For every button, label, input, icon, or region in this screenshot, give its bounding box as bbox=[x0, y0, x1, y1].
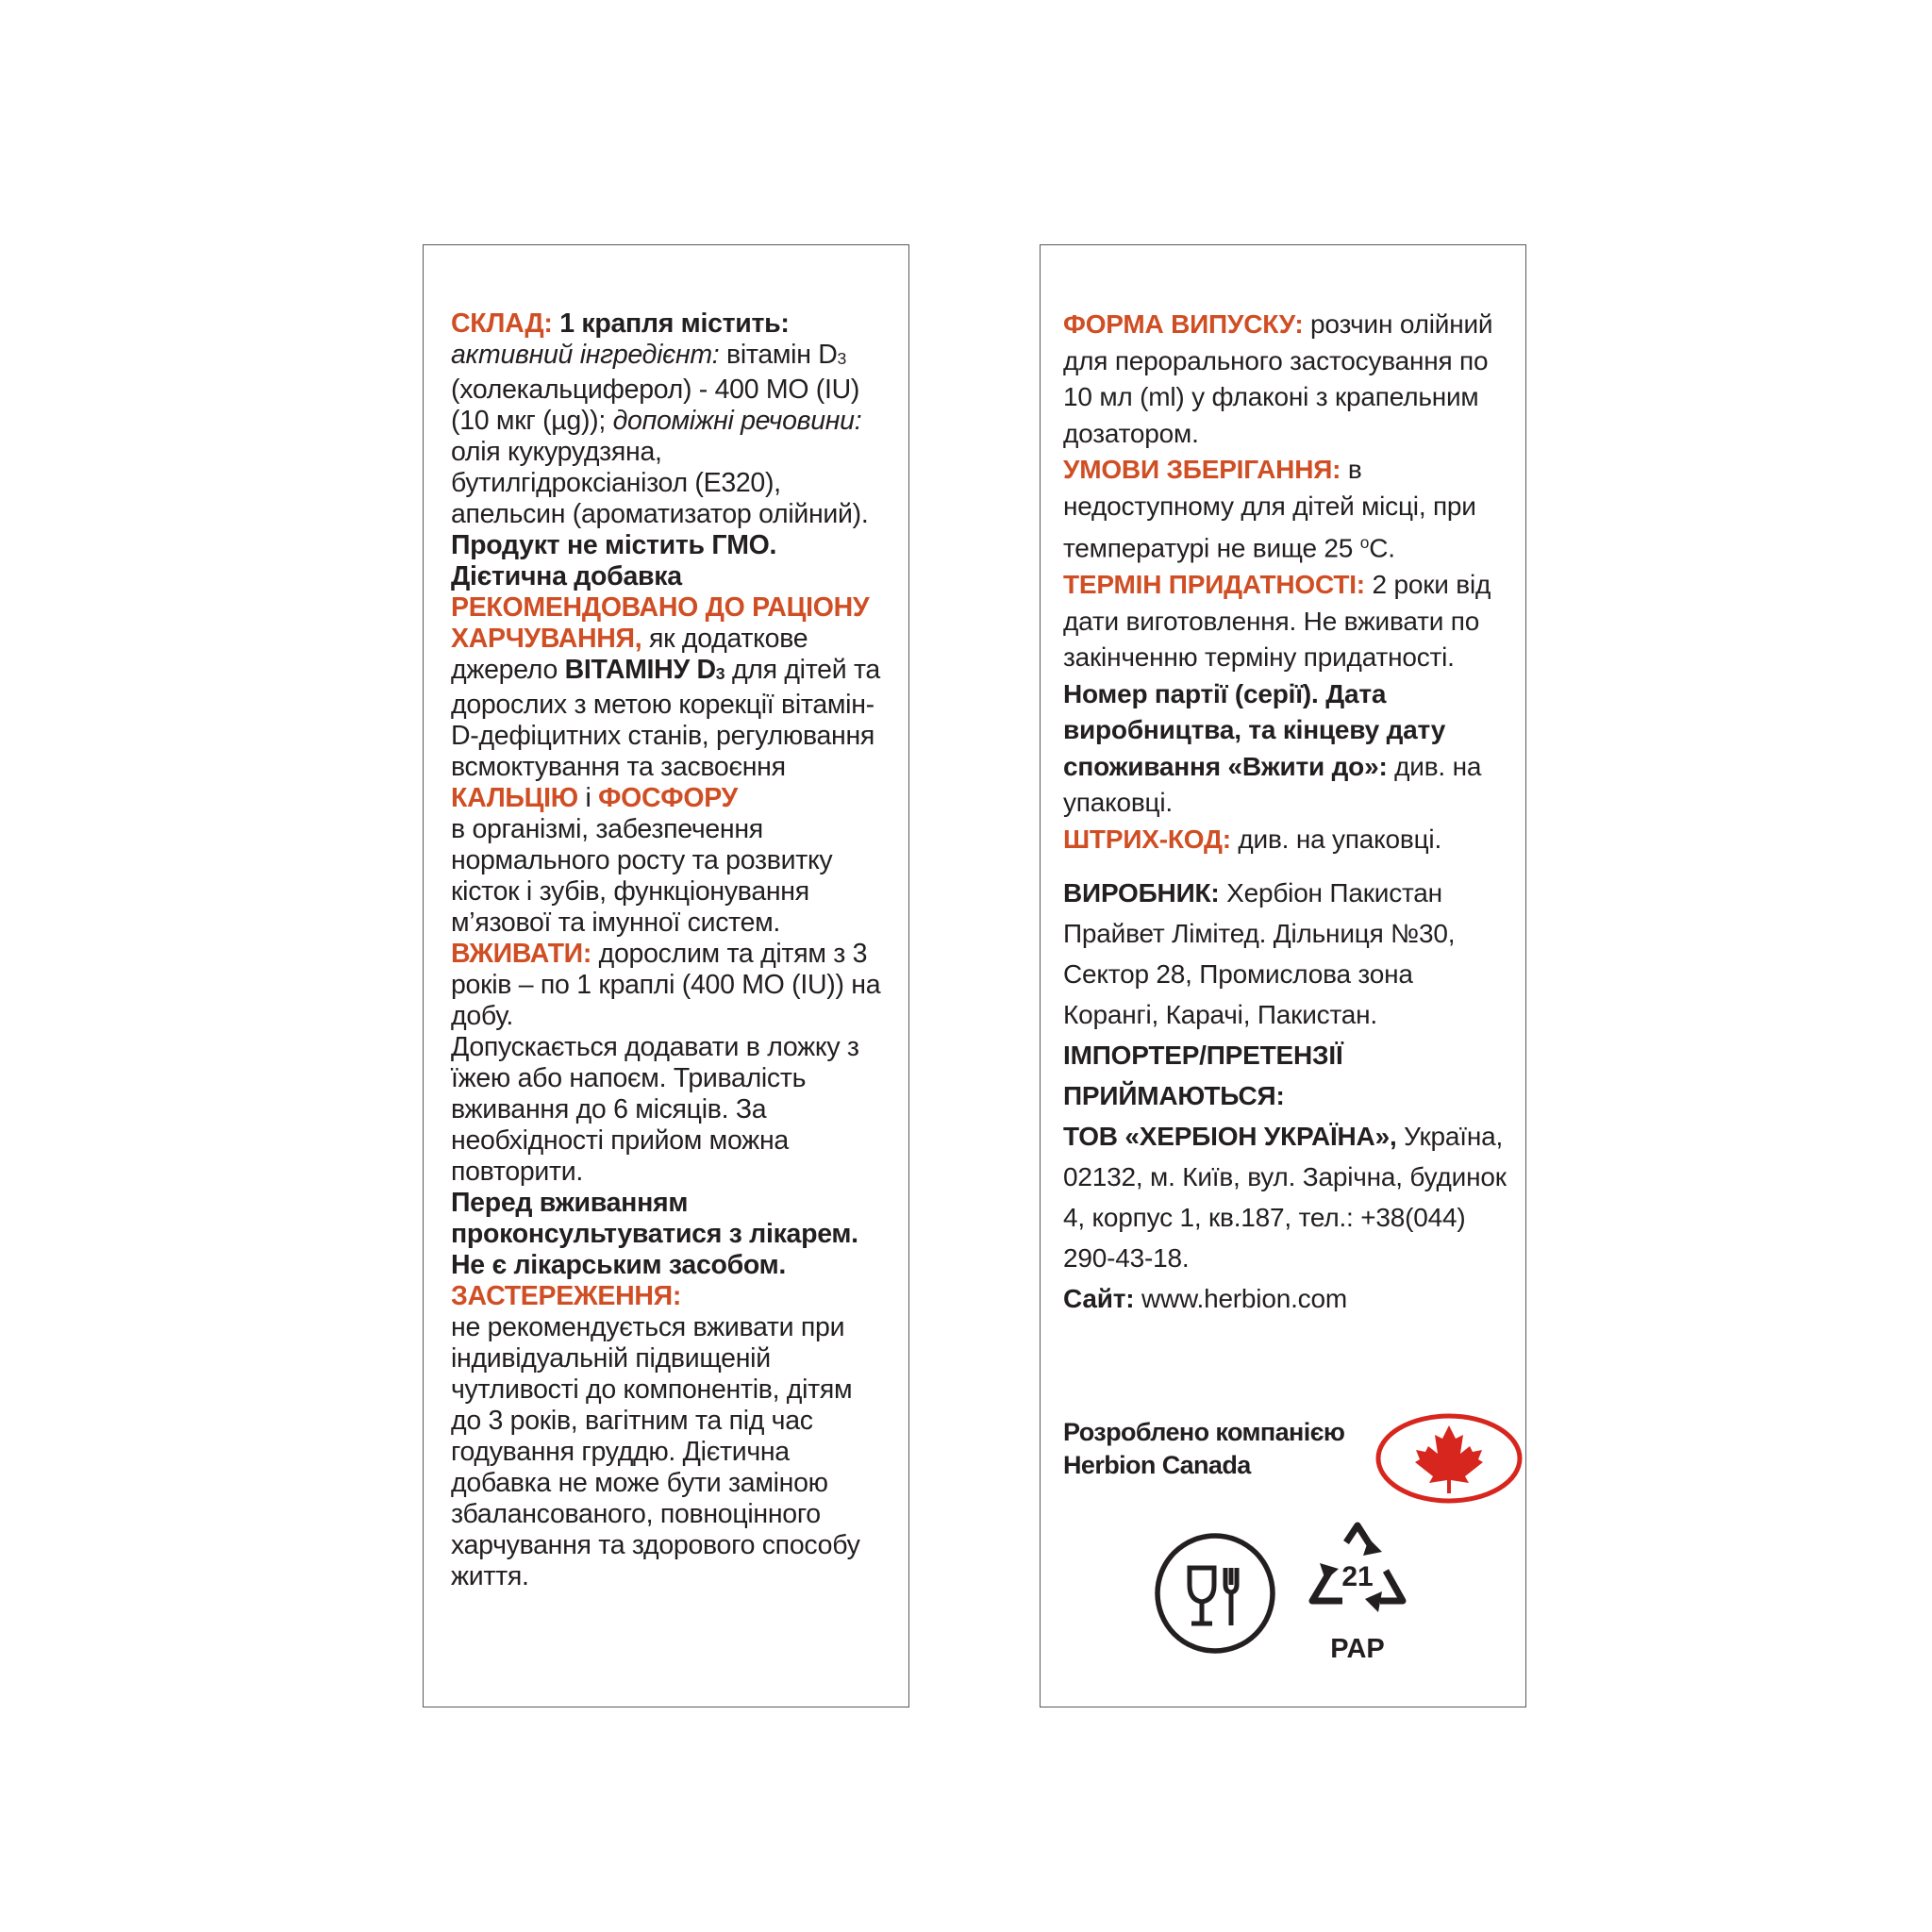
shelf-life-section bbox=[1063, 567, 1508, 676]
website-label: Сайт: bbox=[1063, 1284, 1135, 1314]
calcium-label: КАЛЬЦІЮ bbox=[451, 782, 578, 813]
warning-label: ЗАСТЕРЕЖЕННЯ: bbox=[451, 1280, 682, 1311]
no-gmo-note: Продукт не містить ГМО. bbox=[451, 529, 777, 560]
active-ingredient-text: вітамін D bbox=[719, 340, 838, 370]
manufacturer-label: ВИРОБНИК: bbox=[1063, 878, 1220, 908]
storage-degree: o bbox=[1359, 533, 1370, 552]
active-ingredient-label: активний інгредієнт: bbox=[451, 340, 720, 370]
composition-label: СКЛАД: bbox=[451, 308, 553, 339]
active-ingredient-detail: (холекальциферол) - 400 МО (IU) (10 мкг (µg)); bbox=[451, 374, 860, 436]
website-url[interactable]: www.herbion.com bbox=[1134, 1284, 1347, 1314]
developer-line-1: Розроблено компанією bbox=[1063, 1418, 1345, 1446]
vitamin-label: ВІТАМІНУ D bbox=[564, 654, 716, 685]
barcode-label: ШТРИХ-КОД: bbox=[1063, 824, 1231, 854]
recycling-icon bbox=[1305, 1520, 1410, 1633]
and-text: і bbox=[577, 782, 599, 813]
importer-section bbox=[1063, 1116, 1508, 1278]
form-section bbox=[1063, 307, 1508, 452]
composition-intro: 1 крапля містить: bbox=[552, 308, 790, 339]
storage-label: УМОВИ ЗБЕРІГАННЯ: bbox=[1063, 455, 1341, 484]
usage-text: дорослим та дітям з 3 років – по 1 краплі (400 МО (IU)) на добу. bbox=[451, 938, 881, 1031]
recycle-code: PAP bbox=[1330, 1634, 1385, 1664]
excipients-text: олія кукурудзяна, бутилгідроксіанізол (Е320), апельсин (ароматизатор олійний). bbox=[451, 436, 869, 529]
usage-section bbox=[451, 939, 888, 1032]
fork-glass-icon bbox=[1152, 1530, 1278, 1657]
info-text bbox=[1063, 307, 1508, 1319]
usage-extra: Допускається додавати в ложку з їжею або напоєм. Тривалість вживання до 6 місяців. За необхідності прийом можна повторити. bbox=[451, 1031, 859, 1187]
minerals-line bbox=[451, 783, 888, 814]
importer-company: ТОВ «ХЕРБІОН УКРАЇНА», bbox=[1063, 1122, 1397, 1152]
recommended-text: як додаткове джерело bbox=[451, 623, 808, 685]
storage-section bbox=[1063, 452, 1508, 567]
consult-note: Перед вживанням проконсультуватися з лікарем. bbox=[451, 1187, 858, 1249]
organism-text: в організмі, забезпечення нормального росту та розвитку кісток і зубів, функціонування м’язової та імунної систем. bbox=[451, 813, 833, 938]
shelf-life-label: ТЕРМІН ПРИДАТНОСТІ: bbox=[1063, 570, 1365, 600]
developer-block bbox=[1063, 1412, 1507, 1516]
recommendation-section bbox=[451, 592, 888, 783]
warning-text: не рекомендується вживати при індивідуальній підвищеній чутливості до компонентів, дітям до 3 років, вагітним та під час годування груддю. Дієтична добавка не може бути заміною збалансованого, повноцінного харчування та здорового способу життя. bbox=[451, 1311, 860, 1591]
composition-section bbox=[451, 308, 888, 530]
excipients-label: допоміжні речовини: bbox=[612, 405, 862, 436]
shelf-life-text: 2 роки від дати виготовлення. Не вживати по закінченню терміну придатності. bbox=[1063, 570, 1491, 673]
vitamin-subscript: 3 bbox=[715, 663, 725, 683]
storage-unit: С. bbox=[1369, 533, 1395, 563]
maple-leaf-icon bbox=[1374, 1412, 1524, 1505]
not-medicine-note: Не є лікарським засобом. bbox=[451, 1249, 787, 1280]
developer-text bbox=[1063, 1416, 1344, 1482]
form-text: розчин олійний для перорального застосування по 10 мл (ml) у флаконі з крапельним дозатором. bbox=[1063, 309, 1493, 448]
info-panel bbox=[1040, 244, 1526, 1707]
batch-label: Номер партії (серії). Дата виробництва, та кінцеву дату споживання «Вжити до»: bbox=[1063, 678, 1446, 781]
developer-line-2: Herbion Canada bbox=[1063, 1451, 1251, 1479]
composition-panel bbox=[423, 244, 909, 1707]
form-label: ФОРМА ВИПУСКУ: bbox=[1063, 309, 1304, 339]
manufacturer-text: Хербіон Пакистан Прайвет Лімітед. Дільниця №30, Сектор 28, Промислова зона Корангі, Карачі, Пакистан. bbox=[1063, 878, 1456, 1030]
phosphorus-label: ФОСФОРУ bbox=[598, 782, 738, 813]
barcode-text: див. на упаковці. bbox=[1230, 824, 1442, 854]
composition-text bbox=[451, 308, 888, 1592]
barcode-section bbox=[1063, 822, 1508, 858]
recommended-label: РЕКОМЕНДОВАНО ДО РАЦІОНУ ХАРЧУВАННЯ, bbox=[451, 591, 870, 654]
usage-label: ВЖИВАТИ: bbox=[451, 938, 592, 969]
supplement-note: Дієтична добавка bbox=[451, 560, 682, 591]
active-ingredient-subscript: 3 bbox=[837, 348, 847, 368]
storage-text: в недоступному для дітей місці, при температурі не вище 25 bbox=[1063, 455, 1476, 563]
importer-address: Україна, 02132, м. Київ, вул. Зарічна, будинок 4, корпус 1, кв.187, тел.: +38(044) 290-43-18. bbox=[1063, 1122, 1507, 1274]
recommended-detail: для дітей та дорослих з метою корекції вітамін-D-дефіцитних станів, регулювання всмоктування та засвоєння bbox=[451, 654, 880, 782]
importer-label: ІМПОРТЕР/ПРЕТЕНЗІЇ ПРИЙМАЮТЬСЯ: bbox=[1063, 1041, 1343, 1111]
manufacturer-section bbox=[1063, 873, 1508, 1035]
website-section bbox=[1063, 1278, 1508, 1319]
batch-text: див. на упаковці. bbox=[1063, 751, 1482, 818]
batch-section bbox=[1063, 676, 1508, 822]
recycle-number: 21 bbox=[1341, 1561, 1374, 1592]
